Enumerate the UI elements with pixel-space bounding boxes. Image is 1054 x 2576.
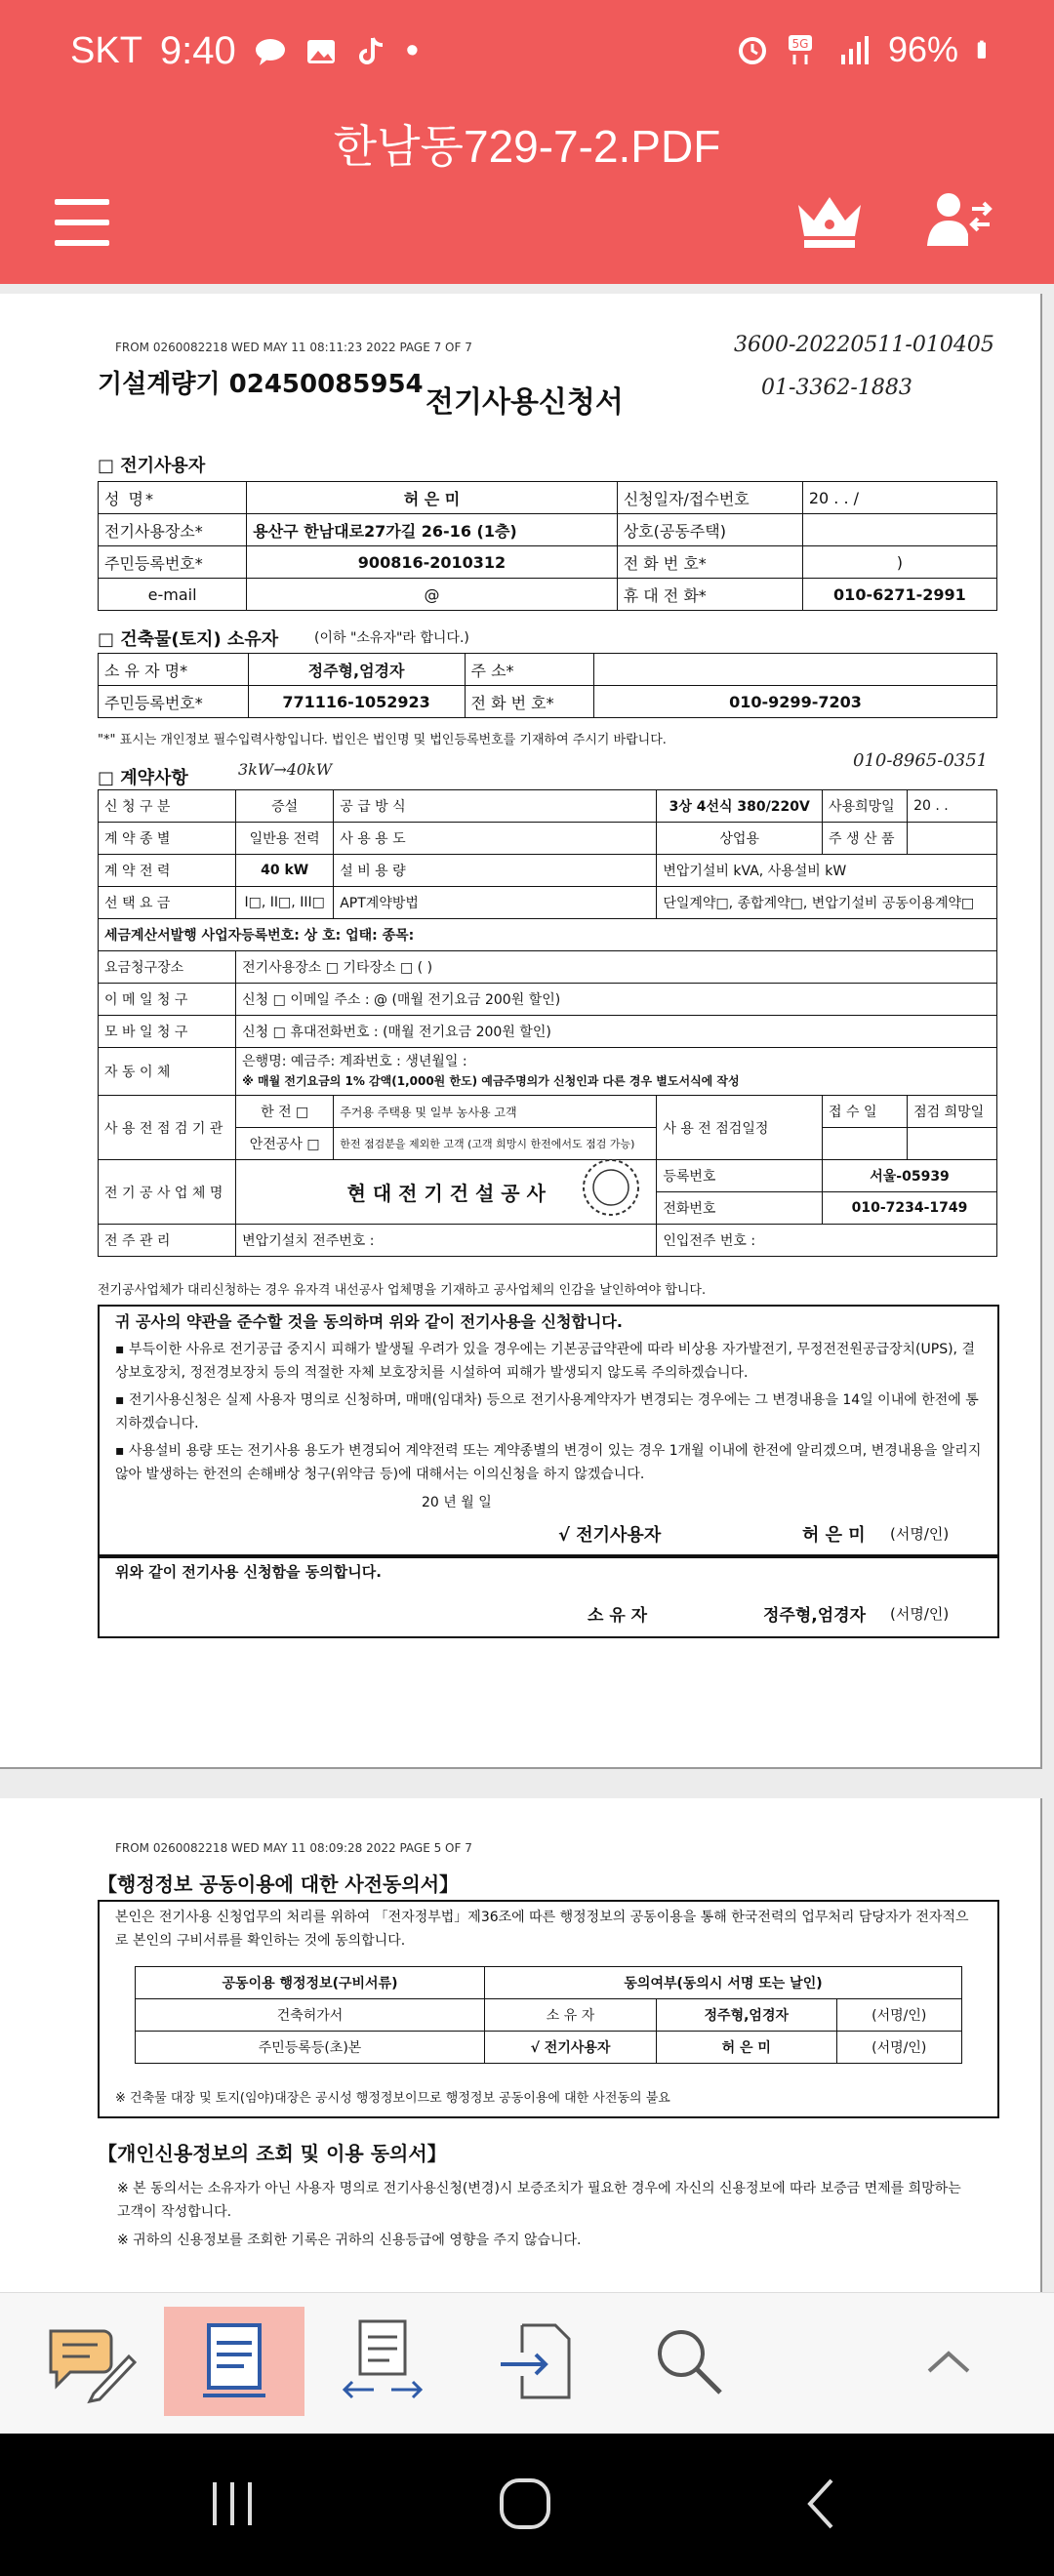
consent-paragraph: 본인은 전기사용 신청업무의 처리를 위하여 「전자정부법」제36조에 따른 행정정보의 공동이용을 통해 한국전력의 업무처리 담당자가 전자적으로 본인의 구비서류를 확인하는 것에 동의합니다. (115, 1910, 969, 1949)
value: 한전 점검분을 제외한 고객 (고객 희망시 한전에서도 점검 가능) (334, 1128, 657, 1160)
doc-name: 건축허가서 (136, 1999, 485, 2032)
system-nav-bar (0, 2434, 1054, 2576)
menu-icon[interactable] (55, 199, 109, 246)
export-tool[interactable] (466, 2307, 607, 2416)
svg-text:5G: 5G (791, 37, 809, 51)
contractor-tel: 010-7234-1749 (823, 1192, 997, 1225)
date-line: 20 년 월 일 (422, 1495, 492, 1510)
owner-name: 정주형,엄경자 (248, 654, 465, 686)
user-rrn: 900816-2010312 (247, 546, 617, 579)
tax-invoice-row: 세금계산서발행 사업자등록번호: 상 호: 업태: 종목: (99, 919, 997, 951)
contract-table (98, 789, 997, 1257)
admin-consent-box (98, 1900, 999, 2118)
column-header: 공동이용 행정정보(구비서류) (136, 1967, 485, 1999)
handwritten-note: 3600-20220511-010405 (734, 333, 994, 357)
label: 소 유 자 명* (99, 654, 249, 686)
label: 사용희망일 (823, 790, 908, 823)
label: 주민등록번호* (99, 686, 249, 718)
label: 전기사용장소* (99, 514, 247, 546)
export-page-icon (493, 2317, 581, 2405)
contractor-note: 전기공사업체가 대리신청하는 경우 유자격 내선공사 업체명을 기재하고 공사업체의 인감을 날인하여야 합니다. (98, 1283, 707, 1298)
value: 단일계약□, 종합계약□, 변압기설비 공동이용계약□ (657, 887, 997, 919)
signal-icon (837, 33, 871, 66)
pdf-page-1[interactable] (0, 294, 1042, 1769)
label: 신청일자/접수번호 (617, 482, 802, 514)
agreement-box (98, 1305, 999, 1558)
value: 전기사용장소 □ 기타장소 □ ( ) (236, 951, 997, 984)
page-arrange-icon (339, 2317, 426, 2405)
sign-owner-name: 정주형,엄경자 (763, 1606, 866, 1626)
signer-name: 허 은 미 (657, 2032, 837, 2064)
label: 전화번호 (657, 1192, 823, 1225)
alarm-icon (736, 33, 769, 66)
user-table (98, 481, 997, 611)
date-value: 20 . . / (802, 482, 996, 514)
value: 변압기설치 전주번호 : (236, 1225, 657, 1257)
value: 증설 (236, 790, 334, 823)
label: 사 용 용 도 (334, 823, 657, 855)
agreement-item: ▪ 전기사용신청은 실제 사용자 명의로 신청하며, 매매(임대차) 등으로 전기사용계약자가 변경되는 경우에는 그 변경내용을 14일 이내에 한전에 통지하겠습니다. (115, 1392, 979, 1431)
label: 전 화 번 호* (617, 546, 802, 579)
value: 상업용 (657, 823, 823, 855)
search-icon (650, 2322, 728, 2400)
signer-role: √ 전기사용자 (485, 2032, 657, 2064)
section-title: 【개인신용정보의 조회 및 이용 동의서】 (98, 2142, 447, 2165)
value: 일반용 전력 (236, 823, 334, 855)
value: 인입전주 번호 : (657, 1225, 997, 1257)
section-owner: □ 건축물(토지) 소유자 (98, 629, 279, 650)
label: 모 바 일 청 구 (99, 1016, 236, 1048)
value: 3상 4선식 380/220V (657, 790, 823, 823)
user-tel: ) (802, 546, 996, 579)
label: e-mail (99, 579, 247, 611)
user-switch-icon[interactable] (925, 189, 993, 250)
owner-tel: 010-9299-7203 (594, 686, 997, 718)
fax-header: FROM 0260082218 WED MAY 11 08:09:28 2022 PAGE 5 OF 7 (115, 1841, 472, 1855)
handwritten-note: 010-8965-0351 (853, 750, 989, 771)
label: 자 동 이 체 (99, 1048, 236, 1096)
company-seal-icon (580, 1156, 642, 1219)
recents-icon[interactable] (203, 2473, 262, 2535)
chevron-up-icon (919, 2342, 978, 2381)
label: 이 메 일 청 구 (99, 984, 236, 1016)
talk-icon (254, 35, 287, 68)
owner-rrn: 771116-1052923 (248, 686, 465, 718)
signer-role: 소 유 자 (485, 1999, 657, 2032)
document-title: 한남동729-7-2.PDF (333, 121, 721, 172)
label: 전 기 공 사 업 체 명 (99, 1160, 236, 1225)
sign-user-label: √ 전기사용자 (558, 1525, 662, 1546)
search-tool[interactable] (619, 2307, 759, 2416)
agreement-item: ▪ 사용설비 용량 또는 전기사용 용도가 변경되어 계약전력 또는 계약종별의 변경이 있는 경우 1개월 이내에 한전에 알리겠으며, 변경내용을 알리지 않아 발생하는 한전의 손해배상 청구(위약금 등)에 대해서는 이의신청을 하지 않겠습니다. (115, 1443, 982, 1482)
value: 신청 □ 휴대전화번호 : (매월 전기요금 200원 할인) (236, 1016, 997, 1048)
battery-icon (976, 33, 995, 66)
consent-note: ※ 건축물 대장 및 토지(임야)대장은 공시성 행정정보이므로 행정정보 공동이용에 대한 사전동의 불요 (115, 2091, 670, 2106)
value: 한 전 □ (236, 1096, 334, 1128)
label: 사 용 전 점검일정 (657, 1096, 823, 1160)
page-arrange-tool[interactable] (312, 2307, 453, 2416)
doc-name: 주민등록등(초)본 (136, 2032, 485, 2064)
label: 주 소* (465, 654, 593, 686)
form-title: 전기사용신청서 (426, 385, 624, 420)
signer-name: 정주형,엄경자 (657, 1999, 837, 2032)
label: 주민등록번호* (99, 546, 247, 579)
label: 주 생 산 품 (823, 823, 908, 855)
label: 계 약 전 력 (99, 855, 236, 887)
owner-agreement-box (98, 1554, 999, 1638)
column-header: 동의여부(동의시 서명 또는 날인) (485, 1967, 962, 1999)
page-view-tool[interactable] (164, 2307, 304, 2416)
agreement-title: 귀 공사의 약관을 준수할 것을 동의하며 위와 같이 전기사용을 신청합니다. (115, 1312, 623, 1331)
handwritten-note: 01-3362-1883 (761, 376, 912, 400)
section-owner-note: (이하 "소유자"라 합니다.) (314, 630, 469, 646)
label: 전 화 번 호* (465, 686, 593, 718)
fax-header: FROM 0260082218 WED MAY 11 08:11:23 2022 PAGE 7 OF 7 (115, 341, 472, 354)
sign-suffix: (서명/인) (836, 2032, 961, 2064)
label: 공 급 방 식 (334, 790, 657, 823)
clock: 9:40 (159, 29, 236, 72)
value: 20 . . (908, 790, 997, 823)
user-mobile: 010-6271-2991 (802, 579, 996, 611)
5g-icon (787, 33, 820, 66)
sign-suffix: (서명/인) (890, 1525, 950, 1543)
agreement-item: ▪ 부득이한 사유로 전기공급 중지시 피해가 발생될 우려가 있을 경우에는 기본공급약관에 따라 비상용 자가발전기, 무정전전원공급장치(UPS), 결상보호장치, 정전경보장치 등의 적절한 자체 보호장치를 시설하여 피해가 발생되지 않도록 주의하겠습니다. (115, 1342, 975, 1381)
collapse-toolbar-button[interactable] (878, 2307, 1019, 2416)
label: 계 약 종 별 (99, 823, 236, 855)
autopay-note: ※ 매월 전기요금의 1% 감액(1,000원 한도) 예금주명의가 신청인과 다른 경우 별도서식에 작성 (242, 1074, 740, 1088)
section-title: 【행정정보 공동이용에 대한 사전동의서】 (98, 1872, 460, 1896)
user-email: @ (247, 579, 617, 611)
value: 주거용 주택용 및 일부 농사용 고객 (334, 1096, 657, 1128)
notification-dot: • (405, 30, 420, 71)
value: 변압기설비 kVA, 사용설비 kW (657, 855, 997, 887)
label: 선 택 요 금 (99, 887, 236, 919)
label: 접 수 일 (823, 1096, 908, 1128)
value: 신청 □ 이메일 주소 : @ (매월 전기요금 200원 할인) (236, 984, 997, 1016)
page-view-icon (195, 2317, 273, 2405)
label: 사 용 전 점 검 기 관 (99, 1096, 236, 1160)
value: 안전공사 □ (236, 1128, 334, 1160)
label: 전 주 관 리 (99, 1225, 236, 1257)
handwritten-note: 3kW→40kW (238, 760, 333, 779)
tiktok-icon (355, 35, 388, 68)
annotate-tool[interactable] (21, 2307, 162, 2416)
consent-table (135, 1966, 962, 2064)
user-name: 허 은 미 (247, 482, 617, 514)
user-place: 용산구 한남대로27가길 26-16 (1층) (247, 514, 617, 546)
meter-number: 기설계량기 02450085954 (98, 370, 424, 399)
label: 성 명* (99, 482, 247, 514)
contractor-reg: 서울-05939 (823, 1160, 997, 1192)
value (908, 823, 997, 855)
credit-note: ※ 본 동의서는 소유자가 아닌 사용자 명의로 전기사용신청(변경)시 보증조치가 필요한 경우에 자신의 신용정보에 따라 보증금 면제를 희망하는 고객이 작성합니다. (117, 2181, 961, 2220)
label: 등록번호 (657, 1160, 823, 1192)
label: 점검 희망일 (908, 1096, 997, 1128)
value: 40 kW (236, 855, 334, 887)
pdf-viewer[interactable] (0, 284, 1054, 2292)
home-icon[interactable] (494, 2473, 556, 2535)
sign-user-name: 허 은 미 (802, 1525, 866, 1546)
autopay-line: 은행명: 예금주: 계좌번호 : 생년월일 : (242, 1054, 467, 1069)
sign-suffix: (서명/인) (836, 1999, 961, 2032)
label: 상호(공동주택) (617, 514, 802, 546)
label: 설 비 용 량 (334, 855, 657, 887)
bottom-toolbar (0, 2292, 1054, 2435)
section-user: □ 전기사용자 (98, 456, 206, 476)
label: 휴 대 전 화* (617, 579, 802, 611)
crown-icon[interactable] (792, 191, 867, 250)
comment-pen-icon (43, 2317, 141, 2405)
pdf-page-2[interactable] (0, 1798, 1042, 2292)
battery-level: 96% (887, 29, 958, 69)
credit-note: ※ 귀하의 신용정보를 조회한 기록은 귀하의 신용등급에 영향을 주지 않습니다. (117, 2233, 582, 2248)
label: 신 청 구 분 (99, 790, 236, 823)
status-bar (0, 0, 1054, 94)
back-icon[interactable] (796, 2473, 845, 2535)
sign-owner-label: 소 유 자 (588, 1606, 648, 1626)
value: I□, II□, III□ (236, 887, 334, 919)
owner-table (98, 653, 997, 718)
label: 요금청구장소 (99, 951, 236, 984)
gallery-icon (304, 35, 338, 68)
label: APT계약방법 (334, 887, 657, 919)
sign-suffix: (서명/인) (890, 1605, 950, 1623)
carrier: SKT (70, 30, 142, 71)
app-bar (0, 94, 1054, 284)
required-note: "*" 표시는 개인정보 필수입력사항입니다. 법인은 법인명 및 법인등록번호를 기재하여 주시기 바랍니다. (98, 733, 667, 747)
owner-agreement-title: 위와 같이 전기사용 신청함을 동의합니다. (115, 1563, 382, 1581)
contractor-name: 현 대 전 기 건 설 공 사 (236, 1160, 657, 1225)
section-contract: □ 계약사항 (98, 768, 188, 788)
